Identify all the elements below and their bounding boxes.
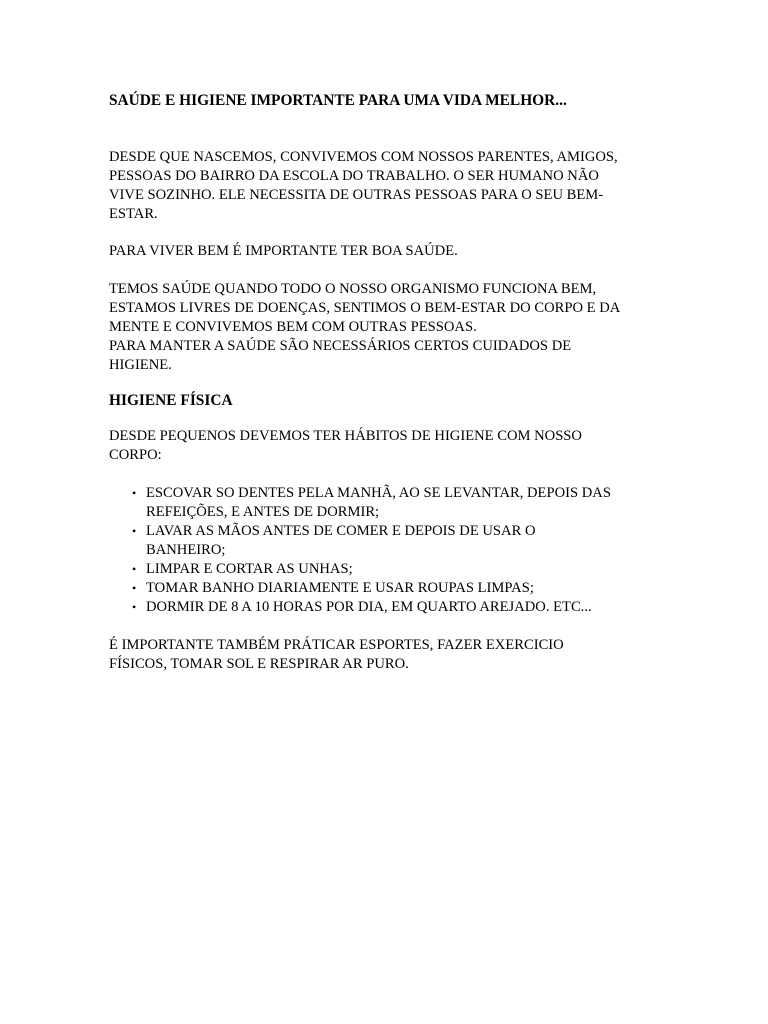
temos-saude-paragraph (109, 280, 669, 375)
viver-bem-paragraph: PARA VIVER BEM É IMPORTANTE TER BOA SAÚDE. (109, 243, 458, 259)
temos-saude-line: HIGIENE. (109, 357, 172, 373)
list-item (109, 484, 669, 522)
list-item-text: BANHEIRO; (146, 542, 226, 558)
list-item (109, 598, 669, 617)
desde-pequenos-line: CORPO: (109, 447, 162, 463)
bullet-icon: • (132, 486, 137, 500)
list-item-text: REFEIÇÕES, E ANTES DE DORMIR; (146, 504, 380, 520)
final-paragraph (109, 636, 669, 674)
list-item-text: ESCOVAR SO DENTES PELA MANHÃ, AO SE LEVANTAR, DEPOIS DAS (146, 485, 611, 501)
bullet-icon: • (132, 562, 137, 576)
temos-saude-line: MENTE E CONVIVEMOS BEM COM OUTRAS PESSOAS. (109, 319, 477, 335)
temos-saude-line: ESTAMOS LIVRES DE DOENÇAS, SENTIMOS O BEM-ESTAR DO CORPO E DA (109, 300, 621, 316)
intro-line: DESDE QUE NASCEMOS, CONVIVEMOS COM NOSSOS PARENTES, AMIGOS, (109, 149, 618, 165)
temos-saude-line: PARA MANTER A SAÚDE SÃO NECESSÁRIOS CERTOS CUIDADOS DE (109, 338, 572, 354)
final-line: É IMPORTANTE TAMBÉM PRÁTICAR ESPORTES, FAZER EXERCICIO (109, 637, 564, 653)
bullet-icon: • (132, 600, 137, 614)
desde-pequenos-paragraph (109, 427, 669, 465)
document-page (109, 90, 669, 674)
higiene-fisica-heading: HIGIENE FÍSICA (109, 392, 233, 409)
intro-line: ESTAR. (109, 206, 158, 222)
list-item-text: LIMPAR E CORTAR AS UNHAS; (146, 561, 353, 577)
bullet-icon: • (132, 581, 137, 595)
list-item-text: TOMAR BANHO DIARIAMENTE E USAR ROUPAS LIMPAS; (146, 580, 534, 596)
desde-pequenos-line: DESDE PEQUENOS DEVEMOS TER HÁBITOS DE HIGIENE COM NOSSO (109, 428, 582, 444)
intro-line: PESSOAS DO BAIRRO DA ESCOLA DO TRABALHO. O SER HUMANO NÃO (109, 168, 599, 184)
list-item-text: LAVAR AS MÃOS ANTES DE COMER E DEPOIS DE USAR O (146, 523, 536, 539)
habits-list (109, 484, 669, 617)
list-item (109, 522, 669, 560)
document-title: SAÚDE E HIGIENE IMPORTANTE PARA UMA VIDA MELHOR... (109, 92, 567, 109)
temos-saude-line: TEMOS SAÚDE QUANDO TODO O NOSSO ORGANISMO FUNCIONA BEM, (109, 281, 597, 297)
intro-line: VIVE SOZINHO. ELE NECESSITA DE OUTRAS PESSOAS PARA O SEU BEM- (109, 187, 604, 203)
bullet-icon: • (132, 524, 137, 538)
list-item (109, 579, 669, 598)
final-line: FÍSICOS, TOMAR SOL E RESPIRAR AR PURO. (109, 656, 409, 672)
intro-paragraph (109, 148, 669, 224)
list-item-text: DORMIR DE 8 A 10 HORAS POR DIA, EM QUARTO AREJADO. ETC... (146, 599, 592, 615)
list-item (109, 560, 669, 579)
